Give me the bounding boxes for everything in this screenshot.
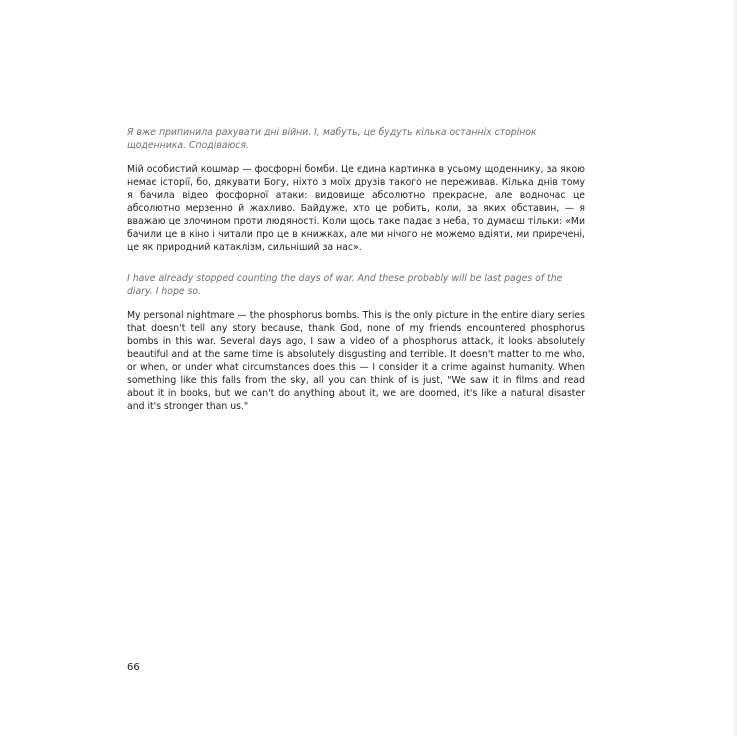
ukrainian-text-block [127, 126, 585, 254]
english-body: My personal nightmare — the phosphorus bombs. This is the only picture in the entire diary series that doesn't tell any story because, thank God, none of my friends encountered phosphorus bombs in this war. Several days ago, I saw a video of a phosphorus attack, it looks absolutely beautiful and at the same time is absolutely disgusting and terrible. It doesn't matter to me who, or when, or under what circumstances does this — I consider it a crime against humanity. When something like this falls from the sky, all you can think of is just, "We saw it in films and read about it in books, but we can't do anything about it, we are doomed, it's like a natural disaster and it's stronger than us." [127, 310, 585, 412]
page-edge [733, 0, 737, 737]
english-text-block [127, 272, 585, 413]
ukrainian-intro: Я вже припинила рахувати дні війни. І, мабуть, це будуть кілька останніх сторінок щоденника. Сподіваюся. [127, 127, 537, 151]
ukrainian-body: Мій особистий кошмар — фосфорні бомби. Це єдина картинка в усьому щоденнику, за якою немає історії, бо, дякувати Богу, ніхто з моїх друзів такого не переживав. Кілька днів тому я бачила відео фосфорної атаки: видовище абсолютно прекрасне, але водночас це абсолютно мерзенно й жахливо. Байдуже, хто це робить, коли, за яких обставин, — я вважаю це злочином проти людяності. Коли щось таке падає з неба, то думаєш тільки: «Ми бачили це в кіно і читали про це в книжках, але ми нічого не можемо вдіяти, ми приречені, це як природний катаклізм, сильніший за нас». [127, 164, 585, 253]
page-number: 66 [127, 662, 140, 673]
english-intro: I have already stopped counting the days of war. And these probably will be last pages of the diary. I hope so. [127, 273, 563, 297]
